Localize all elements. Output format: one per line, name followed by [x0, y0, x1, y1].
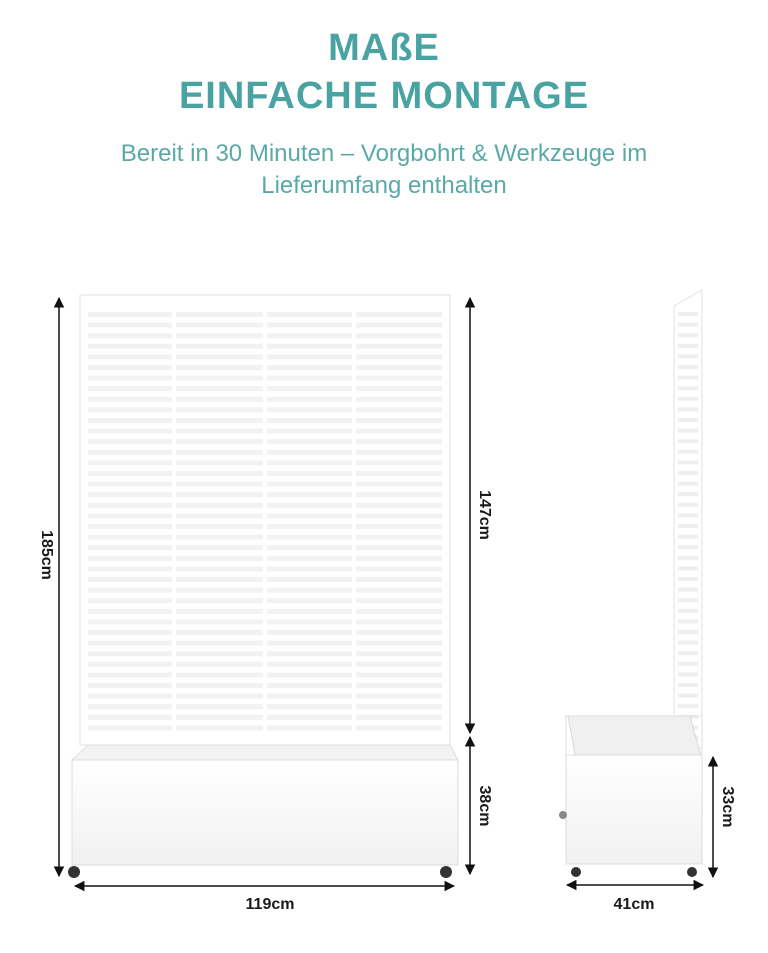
subtitle-line-1: Bereit in 30 Minuten – Vorgbohrt & Werkzeuge im — [120, 140, 648, 167]
side-slat-gap — [678, 397, 698, 401]
front-planter-opening — [72, 745, 458, 760]
side-slat-gap — [678, 683, 698, 687]
side-slat-gap — [678, 365, 698, 369]
dim-label-185: 185cm — [38, 530, 55, 580]
side-wheel-right — [687, 867, 697, 877]
front-wheel-right — [440, 866, 452, 878]
side-slat-gap — [678, 588, 698, 592]
side-wheel-back — [559, 811, 567, 819]
side-slat-gap — [678, 460, 698, 464]
side-trellis-panel — [674, 290, 702, 748]
side-slat-gap — [678, 641, 698, 645]
side-planter-opening — [568, 716, 702, 760]
side-trellis-slats — [678, 312, 698, 740]
side-slat-gap — [678, 556, 698, 560]
side-slat-gap — [678, 672, 698, 676]
side-slat-gap — [678, 429, 698, 433]
front-wheel-left — [68, 866, 80, 878]
side-slat-gap — [678, 630, 698, 634]
side-slat-gap — [678, 323, 698, 327]
side-slat-gap — [678, 418, 698, 422]
side-slat-gap — [678, 619, 698, 623]
side-slat-gap — [678, 535, 698, 539]
side-slat-gap — [678, 651, 698, 655]
front-planter-box — [72, 760, 458, 865]
side-slat-gap — [678, 333, 698, 337]
side-slat-gap — [678, 386, 698, 390]
side-slat-gap — [678, 407, 698, 411]
dim-label-33: 33cm — [719, 786, 736, 828]
dim-label-119: 119cm — [245, 896, 295, 913]
title-line-1: MAßE — [328, 27, 440, 69]
dim-label-38: 38cm — [476, 785, 493, 827]
side-slat-gap — [678, 704, 698, 708]
side-slat-gap — [678, 471, 698, 475]
dim-label-41: 41cm — [613, 896, 655, 913]
side-slat-gap — [678, 598, 698, 602]
side-slat-gap — [678, 545, 698, 549]
side-slat-gap — [678, 503, 698, 507]
side-slat-gap — [678, 566, 698, 570]
subtitle-line-2: Lieferumfang enthalten — [261, 172, 507, 199]
side-view — [559, 290, 702, 877]
side-slat-gap — [678, 492, 698, 496]
side-slat-gap — [678, 439, 698, 443]
side-slat-gap — [678, 482, 698, 486]
dim-label-147: 147cm — [476, 490, 493, 540]
front-view — [68, 295, 458, 878]
side-slat-gap — [678, 354, 698, 358]
side-slat-gap — [678, 577, 698, 581]
side-slat-gap — [678, 376, 698, 380]
side-slat-gap — [678, 344, 698, 348]
side-wheel-left — [571, 867, 581, 877]
side-slat-gap — [678, 450, 698, 454]
title-line-2: EINFACHE MONTAGE — [178, 75, 590, 117]
side-slat-gap — [678, 694, 698, 698]
side-slat-gap — [678, 524, 698, 528]
side-slat-gap — [678, 312, 698, 316]
side-slat-gap — [678, 609, 698, 613]
side-slat-gap — [678, 662, 698, 666]
side-slat-gap — [678, 513, 698, 517]
